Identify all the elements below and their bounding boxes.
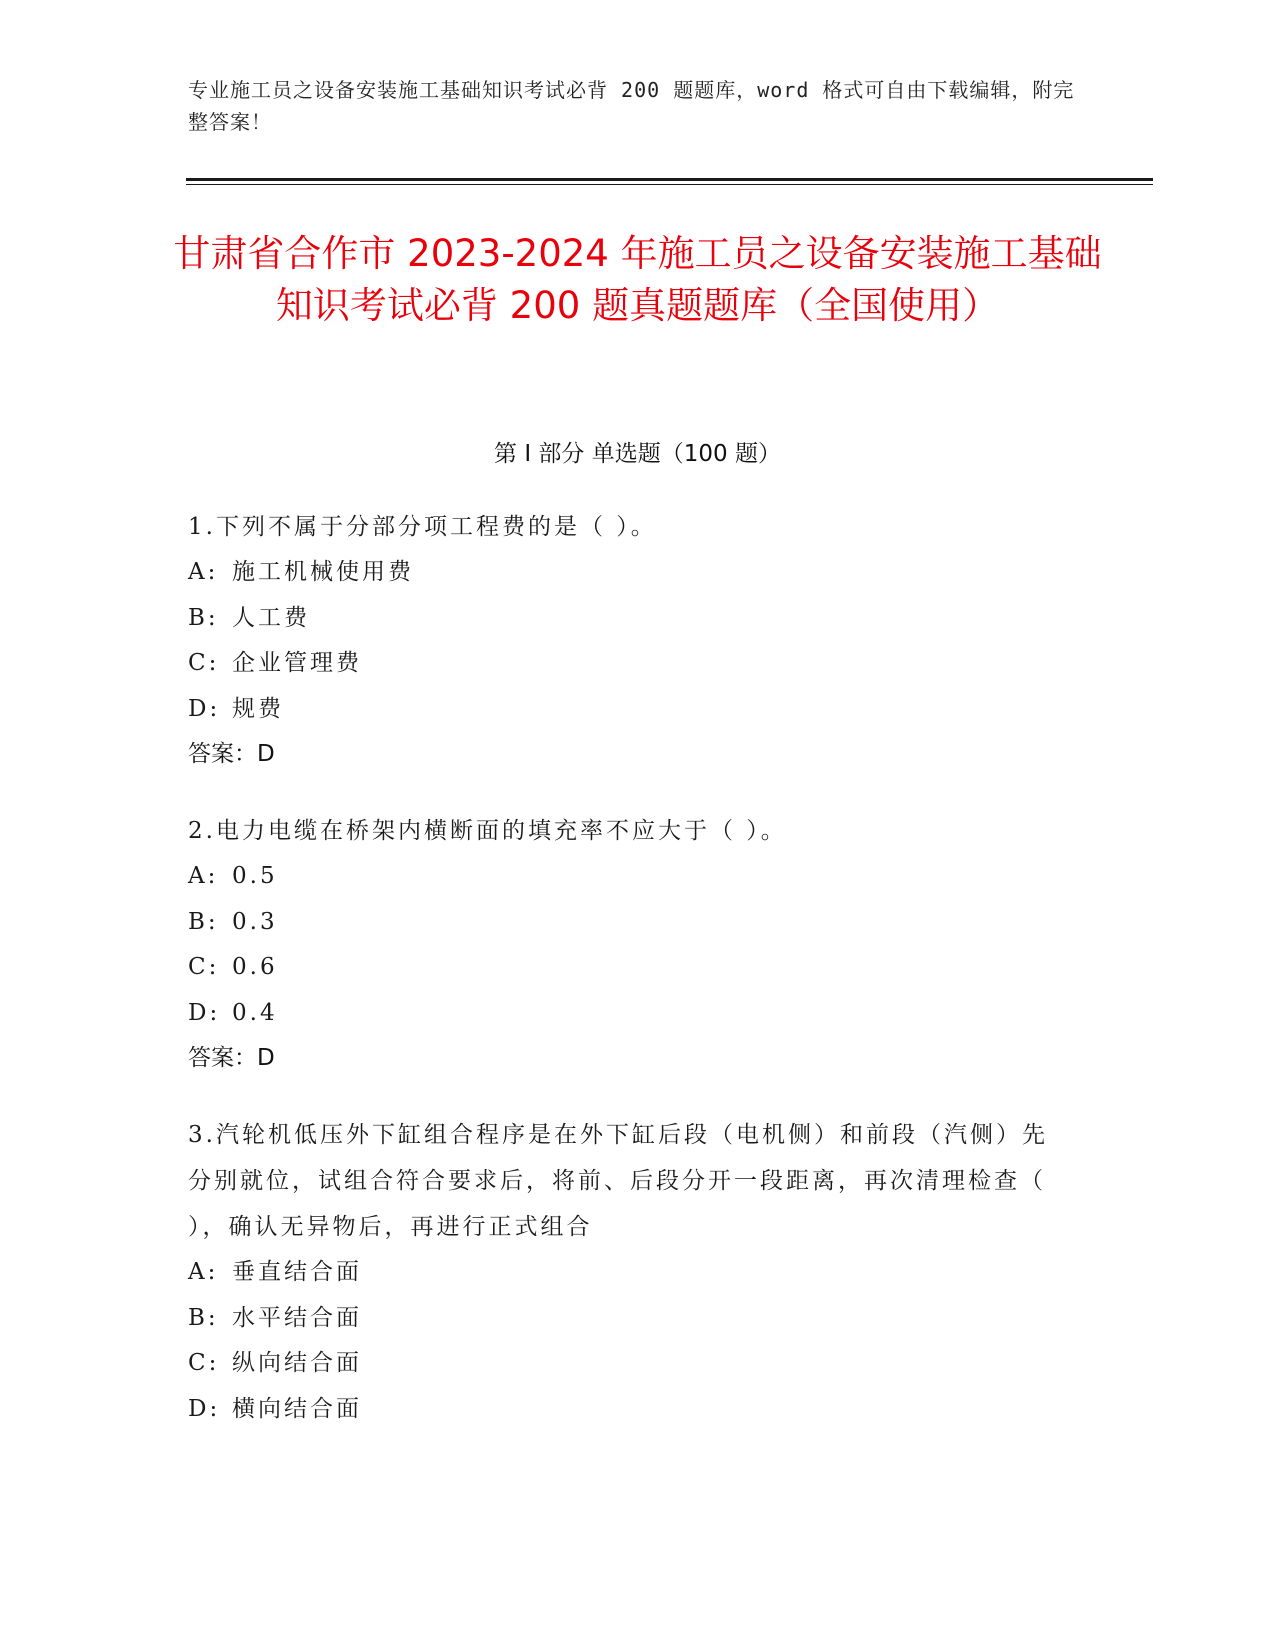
option-text: 施工机械使用费 — [232, 559, 414, 585]
option-key: B: — [188, 604, 219, 631]
header-note: 专业施工员之设备安装施工基础知识考试必背 200 题题库，word 格式可自由下载编辑，附完整答案！ — [188, 78, 1075, 134]
header-divider-thick — [186, 178, 1153, 181]
option-c — [188, 641, 1068, 687]
option-text: 横向结合面 — [232, 1395, 362, 1422]
option-text: 0.5 — [232, 863, 278, 889]
option-c — [188, 1341, 1068, 1387]
option-text: 规费 — [232, 695, 284, 722]
answer-line: 答案：D — [188, 1045, 275, 1071]
option-key: C: — [188, 650, 220, 676]
option-key: D: — [188, 695, 221, 722]
question-stem: 2.电力电缆在桥架内横断面的填充率不应大于（ ）。 — [188, 818, 787, 844]
option-text: 0.4 — [232, 999, 278, 1026]
option-d — [188, 991, 1068, 1037]
question-stem: 1.下列不属于分部分项工程费的是（ ）。 — [188, 514, 657, 540]
document-title: 甘肃省合作市 2023-2024 年施工员之设备安装施工基础知识考试必背 200 题真题题库（全国使用） — [173, 232, 1102, 327]
option-a — [188, 854, 1068, 900]
option-text: 人工费 — [232, 604, 310, 631]
option-d — [188, 1387, 1068, 1433]
option-key: A: — [188, 1259, 219, 1285]
option-key: A: — [188, 559, 219, 585]
header-divider-thin — [186, 184, 1153, 185]
option-c — [188, 945, 1068, 991]
question-3 — [188, 1112, 1068, 1432]
option-text: 企业管理费 — [232, 650, 362, 676]
question-1 — [188, 504, 1068, 778]
option-key: A: — [188, 863, 219, 889]
option-text: 0.3 — [232, 908, 278, 935]
option-text: 纵向结合面 — [232, 1350, 362, 1376]
option-d — [188, 687, 1068, 733]
option-a — [188, 550, 1068, 596]
option-text: 水平结合面 — [232, 1304, 362, 1331]
answer-line: 答案：D — [188, 741, 275, 767]
option-a — [188, 1250, 1068, 1296]
option-b — [188, 900, 1068, 946]
option-key: D: — [188, 1395, 221, 1422]
section-heading: 第 I 部分 单选题（100 题） — [494, 441, 781, 467]
option-key: B: — [188, 908, 219, 935]
option-text: 0.6 — [232, 954, 278, 980]
option-key: C: — [188, 954, 220, 980]
option-key: D: — [188, 999, 221, 1026]
option-text: 垂直结合面 — [232, 1259, 362, 1285]
option-key: B: — [188, 1304, 219, 1331]
option-b — [188, 596, 1068, 642]
option-b — [188, 1296, 1068, 1342]
question-2 — [188, 808, 1068, 1082]
question-stem: 3.汽轮机低压外下缸组合程序是在外下缸后段（电机侧）和前段（汽侧）先分别就位，试组合符合要求后，将前、后段分开一段距离，再次清理检查（ ），确认无异物后，再进行正式组合 — [188, 1122, 1048, 1240]
option-key: C: — [188, 1350, 220, 1376]
